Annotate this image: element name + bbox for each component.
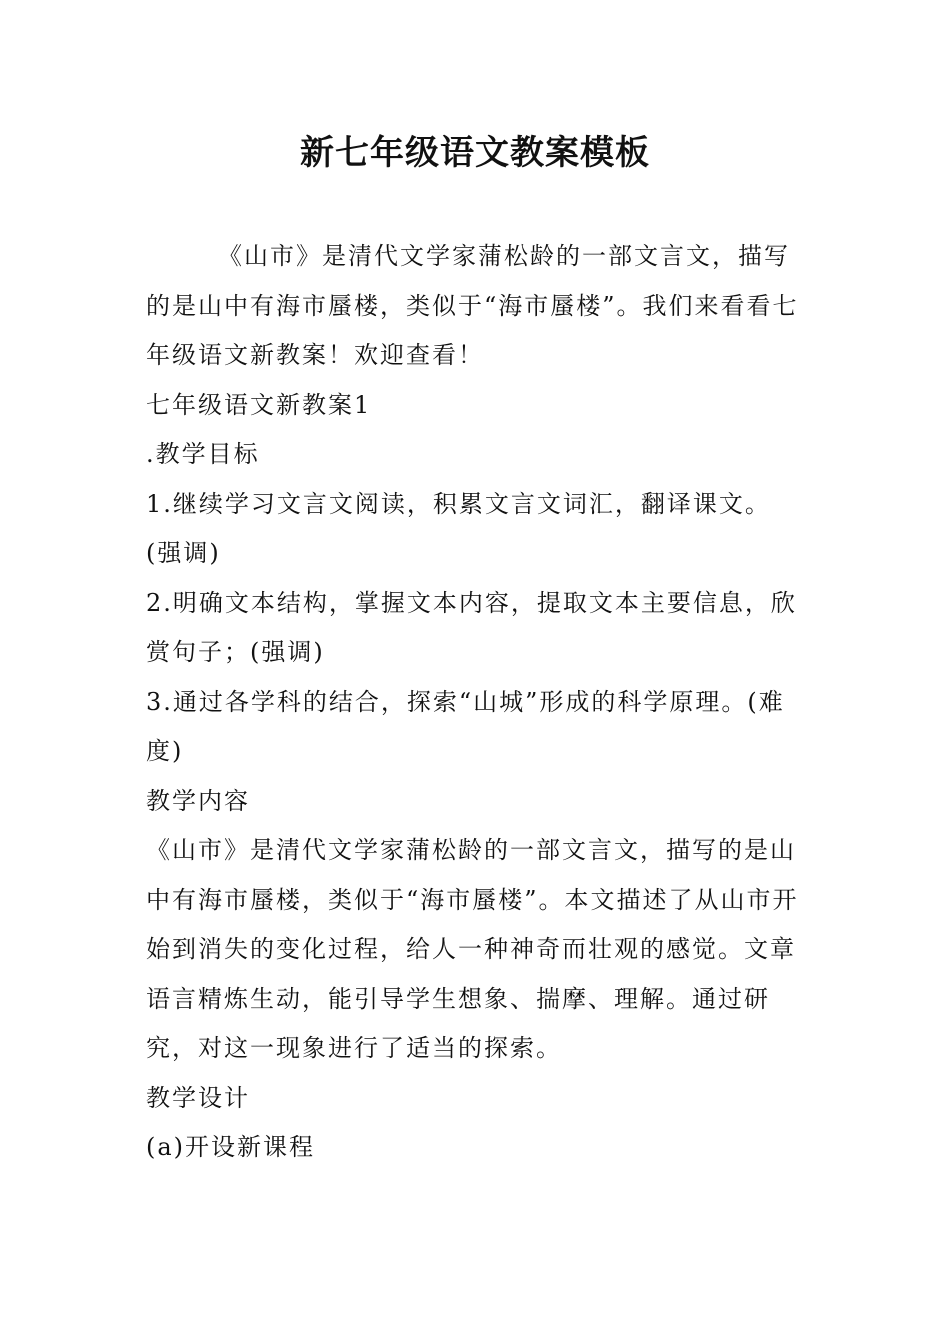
objective-item-1: 1.继续学习文言文阅读，积累文言文词汇，翻译课文。(强调) [146, 489, 771, 567]
document-body [146, 232, 806, 1173]
design-step-a: (a)开设新课程 [146, 1133, 316, 1161]
objective-item-2: 2.明确文本结构，掌握文本内容，提取文本主要信息，欣赏句子；(强调) [146, 588, 797, 666]
teaching-design-heading: 教学设计 [146, 1083, 250, 1112]
teaching-content-paragraph: 《山市》是清代文学家蒲松龄的一部文言文，描写的是山中有海市蜃楼，类似于“海市蜃楼”。本文描述了从山市开始到消失的变化过程，给人一种神奇而壮观的感觉。文章语言精炼生动，能引导学生想象、揣摩、理解。通过研究，对这一现象进行了适当的探索。 [146, 836, 799, 1062]
objective-item-3: 3.通过各学科的结合，探索“山城”形成的科学原理。(难度) [146, 687, 785, 765]
section-heading-plan-1: 七年级语文新教案1 [146, 390, 372, 419]
document-title: 新七年级语文教案模板 [300, 133, 650, 173]
teaching-content-heading: 教学内容 [146, 786, 250, 815]
intro-paragraph: 《山市》是清代文学家蒲松龄的一部文言文，描写的是山中有海市蜃楼，类似于“海市蜃楼”。我们来看看七年级语文新教案！欢迎查看！ [146, 242, 799, 369]
teaching-objectives-heading: .教学目标 [146, 440, 260, 468]
